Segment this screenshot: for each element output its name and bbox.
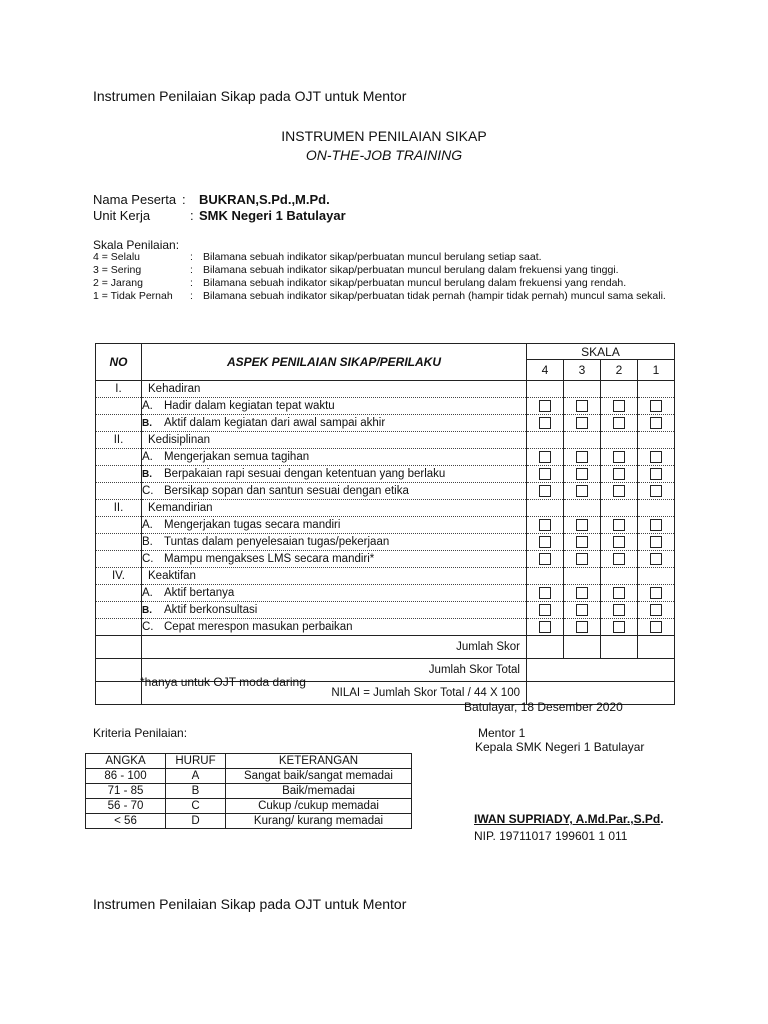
scale-1-header: 1 (638, 360, 675, 381)
kriteria-angka: 56 - 70 (86, 799, 166, 814)
group-number: II. (96, 500, 142, 517)
peserta-value: BUKRAN,S.Pd.,M.Pd. (199, 192, 330, 207)
scale-3-checkbox[interactable] (576, 519, 588, 531)
skala-sep: : (190, 251, 193, 263)
item-text: Mampu mengakses LMS secara mandiri* (164, 553, 375, 565)
skala-sep: : (190, 277, 193, 289)
scale-4-checkbox[interactable] (539, 604, 551, 616)
scale-1-checkbox[interactable] (650, 604, 662, 616)
mentor-name-suffix: . (660, 812, 664, 826)
item-row (96, 534, 675, 551)
scale-1-checkbox[interactable] (650, 451, 662, 463)
kriteria-row (86, 784, 412, 799)
item-row (96, 398, 675, 415)
item-row (96, 483, 675, 500)
kriteria-header-keterangan: KETERANGAN (226, 754, 412, 769)
scale-4-checkbox[interactable] (539, 400, 551, 412)
scale-2-checkbox[interactable] (613, 485, 625, 497)
skala-key: 1 = Tidak Pernah (93, 290, 173, 302)
col-no-header: NO (96, 344, 142, 381)
document-title: INSTRUMEN PENILAIAN SIKAP (281, 128, 487, 144)
kriteria-huruf: D (166, 814, 226, 829)
item-text: Aktif bertanya (164, 587, 235, 599)
scale-2-checkbox[interactable] (613, 587, 625, 599)
item-letter: C. (142, 485, 154, 497)
kriteria-header-huruf: HURUF (166, 754, 226, 769)
skala-desc: Bilamana sebuah indikator sikap/perbuatan tidak pernah (hampir tidak pernah) muncul sama sekali. (203, 290, 666, 302)
scale-3-checkbox[interactable] (576, 536, 588, 548)
group-row (96, 381, 675, 398)
item-letter: B. (142, 417, 152, 429)
peserta-label: Nama Peserta (93, 192, 177, 207)
skala-desc: Bilamana sebuah indikator sikap/perbuatan muncul berulang setiap saat. (203, 251, 542, 263)
kriteria-angka: 86 - 100 (86, 769, 166, 784)
kriteria-row (86, 799, 412, 814)
item-text: Tuntas dalam penyelesaian tugas/pekerjaan (164, 536, 390, 548)
scale-3-checkbox[interactable] (576, 451, 588, 463)
kriteria-table (85, 753, 412, 829)
scale-3-checkbox[interactable] (576, 553, 588, 565)
col-skala-header: SKALA (527, 344, 675, 360)
total-score-cell[interactable] (527, 659, 675, 682)
scale-1-checkbox[interactable] (650, 417, 662, 429)
item-letter: B. (142, 604, 152, 616)
skala-sep: : (190, 290, 193, 302)
item-row (96, 449, 675, 466)
kriteria-angka: < 56 (86, 814, 166, 829)
mentor-signature (474, 812, 664, 826)
scale-2-checkbox[interactable] (613, 553, 625, 565)
scale-3-checkbox[interactable] (576, 587, 588, 599)
item-row (96, 619, 675, 636)
scale-2-checkbox[interactable] (613, 400, 625, 412)
jumlah-skor-total-label: Jumlah Skor Total (142, 659, 527, 682)
skala-key: 4 = Selalu (93, 251, 140, 263)
page-footer: Instrumen Penilaian Sikap pada OJT untuk Mentor (93, 896, 407, 912)
skala-key: 2 = Jarang (93, 277, 143, 289)
skala-key: 3 = Sering (93, 264, 142, 276)
unit-value: SMK Negeri 1 Batulayar (199, 208, 346, 223)
group-row (96, 432, 675, 449)
scale-2-checkbox[interactable] (613, 519, 625, 531)
kriteria-keterangan: Kurang/ kurang memadai (226, 814, 412, 829)
item-text: Mengerjakan semua tagihan (164, 451, 310, 463)
scale-2-checkbox[interactable] (613, 536, 625, 548)
skala-desc: Bilamana sebuah indikator sikap/perbuatan muncul berulang dalam frekuensi yang rendah. (203, 277, 627, 289)
kriteria-huruf: B (166, 784, 226, 799)
item-text: Aktif berkonsultasi (164, 603, 258, 616)
nilai-label: NILAI = Jumlah Skor Total / 44 X 100 (142, 682, 527, 705)
group-row (96, 568, 675, 585)
kriteria-keterangan: Cukup /cukup memadai (226, 799, 412, 814)
scale-3-checkbox[interactable] (576, 621, 588, 633)
item-row (96, 551, 675, 568)
jumlah-skor-label: Jumlah Skor (142, 636, 527, 659)
score-cell-4[interactable] (527, 636, 564, 659)
group-number: I. (96, 381, 142, 398)
scale-4-checkbox[interactable] (539, 621, 551, 633)
col-aspek-header: ASPEK PENILAIAN SIKAP/PERILAKU (142, 344, 527, 381)
kriteria-keterangan: Sangat baik/sangat memadai (226, 769, 412, 784)
item-letter: A. (142, 451, 153, 463)
kriteria-row (86, 769, 412, 784)
group-number: IV. (96, 568, 142, 585)
scale-4-checkbox[interactable] (539, 485, 551, 497)
jumlah-skor-row (96, 636, 675, 659)
scale-3-checkbox[interactable] (576, 604, 588, 616)
scale-1-checkbox[interactable] (650, 485, 662, 497)
group-number: II. (96, 432, 142, 449)
scale-4-checkbox[interactable] (539, 468, 551, 480)
scale-2-checkbox[interactable] (613, 451, 625, 463)
scale-1-checkbox[interactable] (650, 400, 662, 412)
item-text: Berpakaian rapi sesuai dengan ketentuan yang berlaku (164, 467, 446, 480)
group-row (96, 500, 675, 517)
item-row (96, 415, 675, 432)
item-letter: C. (142, 553, 154, 565)
scale-1-checkbox[interactable] (650, 587, 662, 599)
kriteria-header-angka: ANGKA (86, 754, 166, 769)
group-title: Kehadiran (142, 381, 527, 398)
kriteria-huruf: C (166, 799, 226, 814)
item-letter: A. (142, 587, 153, 599)
group-title: Keaktifan (142, 568, 527, 585)
scale-1-checkbox[interactable] (650, 519, 662, 531)
mentor-nip: NIP. 19711017 199601 1 011 (474, 829, 628, 843)
scale-4-checkbox[interactable] (539, 553, 551, 565)
scale-3-checkbox[interactable] (576, 400, 588, 412)
scale-4-checkbox[interactable] (539, 536, 551, 548)
group-title: Kemandirian (142, 500, 527, 517)
kriteria-huruf: A (166, 769, 226, 784)
scale-2-checkbox[interactable] (613, 621, 625, 633)
item-row (96, 585, 675, 602)
mentor-title: Mentor 1 (478, 726, 526, 740)
footnote: *hanya untuk OJT moda daring (140, 675, 306, 689)
scale-1-checkbox[interactable] (650, 536, 662, 548)
item-row (96, 602, 675, 619)
document-subtitle: ON-THE-JOB TRAINING (305, 147, 463, 163)
unit-label: Unit Kerja (93, 208, 151, 223)
mentor-name: IWAN SUPRIADY, A.Md.Par.,S.Pd (474, 812, 661, 826)
scale-1-checkbox[interactable] (650, 468, 662, 480)
skala-heading: Skala Penilaian: (93, 238, 180, 252)
item-letter: C. (142, 621, 154, 633)
scale-2-checkbox[interactable] (613, 468, 625, 480)
scale-4-checkbox[interactable] (539, 417, 551, 429)
kriteria-row (86, 814, 412, 829)
skala-sep: : (190, 264, 193, 276)
scale-2-checkbox[interactable] (613, 604, 625, 616)
item-letter: A. (142, 519, 153, 531)
item-text: Bersikap sopan dan santun sesuai dengan etika (164, 485, 409, 497)
item-row (96, 466, 675, 483)
peserta-sep: : (182, 192, 186, 207)
score-cell-1[interactable] (638, 636, 675, 659)
mentor-position: Kepala SMK Negeri 1 Batulayar (475, 740, 645, 754)
unit-sep: : (190, 208, 194, 223)
assessment-table (95, 343, 675, 705)
scale-4-checkbox[interactable] (539, 519, 551, 531)
page-header: Instrumen Penilaian Sikap pada OJT untuk Mentor (93, 88, 407, 104)
place-date: Batulayar, 18 Desember 2020 (464, 700, 623, 714)
scale-3-checkbox[interactable] (576, 417, 588, 429)
group-title: Kedisiplinan (142, 432, 527, 449)
scale-1-checkbox[interactable] (650, 621, 662, 633)
scale-4-checkbox[interactable] (539, 451, 551, 463)
scale-2-header: 2 (601, 360, 638, 381)
scale-4-header: 4 (527, 360, 564, 381)
scale-3-checkbox[interactable] (576, 485, 588, 497)
scale-3-header: 3 (564, 360, 601, 381)
item-letter: B. (142, 536, 153, 548)
scale-2-checkbox[interactable] (613, 417, 625, 429)
item-text: Cepat merespon masukan perbaikan (164, 621, 353, 633)
item-letter: A. (142, 400, 153, 412)
item-row (96, 517, 675, 534)
kriteria-angka: 71 - 85 (86, 784, 166, 799)
item-letter: B. (142, 468, 152, 480)
item-text: Hadir dalam kegiatan tepat waktu (164, 400, 335, 412)
scale-3-checkbox[interactable] (576, 468, 588, 480)
kriteria-heading: Kriteria Penilaian: (93, 726, 188, 740)
score-cell-3[interactable] (564, 636, 601, 659)
item-text: Aktif dalam kegiatan dari awal sampai akhir (164, 416, 386, 429)
kriteria-keterangan: Baik/memadai (226, 784, 412, 799)
skala-desc: Bilamana sebuah indikator sikap/perbuatan muncul berulang dalam frekuensi yang tinggi. (203, 264, 619, 276)
score-cell-2[interactable] (601, 636, 638, 659)
item-text: Mengerjakan tugas secara mandiri (164, 519, 341, 531)
scale-1-checkbox[interactable] (650, 553, 662, 565)
scale-4-checkbox[interactable] (539, 587, 551, 599)
